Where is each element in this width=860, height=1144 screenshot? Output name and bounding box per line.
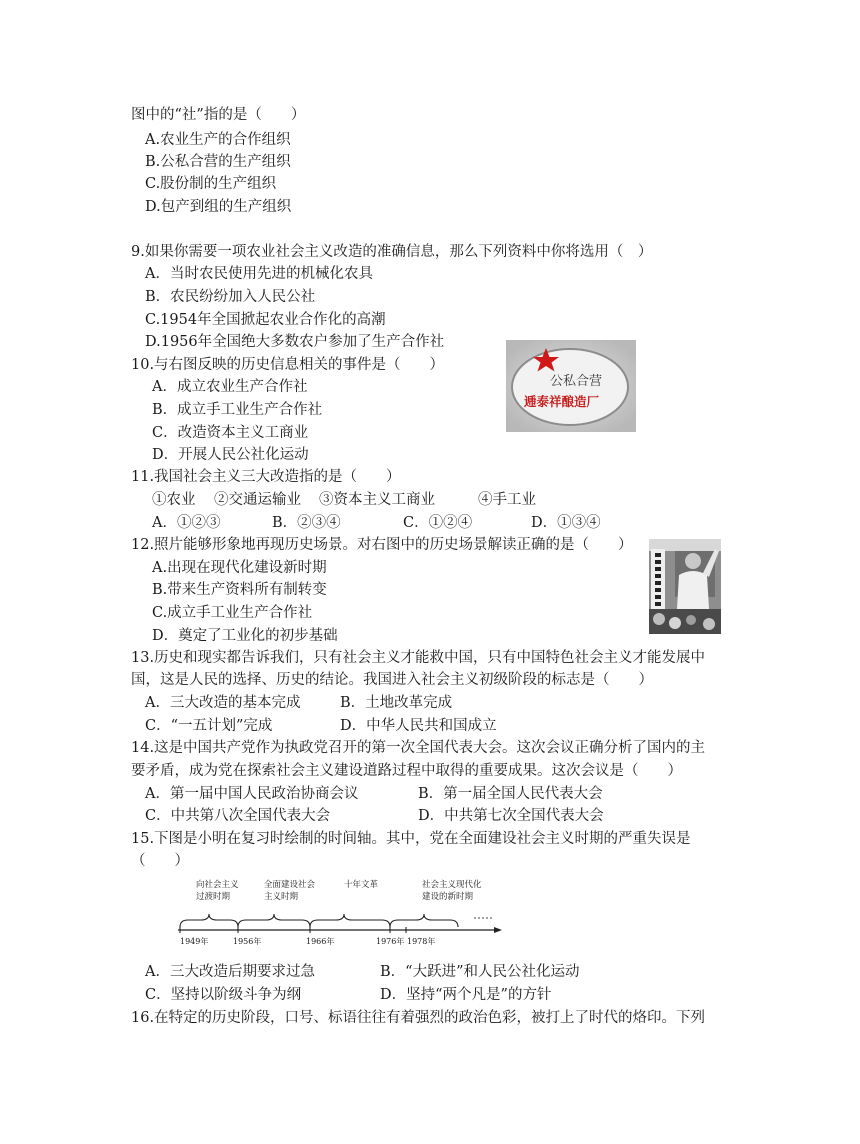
q11-option-d: D．①③④ [531,515,601,531]
q9-option-b: B．农民纷纷加入人民公社 [145,289,316,305]
q11-item-1: ①农业 [152,492,196,508]
q10-option-d: D．开展人民公社化运动 [152,447,309,463]
q12-option-d: D．奠定了工业化的初步基础 [152,628,338,644]
timeline-year-1978: 1978年 [407,937,436,946]
q11-item-2: ②交通运输业 [214,492,301,508]
q10-option-c: C．改造资本主义工商业 [152,425,309,441]
q9-option-d: D.1956年全国绝大多数农户参加了生产合作社 [145,334,445,350]
q14-option-c: C．中共第八次全国代表大会 [145,808,331,824]
q9-option-a: A．当时农民使用先进的机械化农具 [145,266,373,282]
timeline-diagram [176,878,506,950]
badge-text-bottom: 逓泰祥酿造厂 [524,394,600,409]
timeline-arrow-icon [494,927,502,933]
timeline-period-2-line1: 全面建设社会 [264,880,316,890]
q15-option-a: A．三大改造后期要求过急 [145,964,315,980]
enamel-badge-photo [506,340,636,432]
timeline-period-1-line1: 向社会主义 [196,880,239,890]
q15-option-d: D．坚持“两个凡是”的方针 [380,987,552,1003]
timeline-period-3-line1: 十年文革 [344,880,379,890]
timeline-year-1966: 1966年 [306,937,335,946]
badge-text-top: 公私合营 [550,374,603,389]
q9-option-c: C.1954年全国掀起农业合作化的高潮 [145,312,386,328]
q13-stem-line1: 13.历史和现实都告诉我们，只有社会主义才能救中国，只有中国特色社会主义才能发展中 [131,650,706,666]
q8-option-a: A.农业生产的合作组织 [145,132,291,148]
q14-option-b: B．第一届全国人民代表大会 [418,786,603,802]
q12-option-a: A.出现在现代化建设新时期 [152,560,327,576]
q12-option-c: C.成立手工业生产合作社 [152,605,313,621]
q11-option-c: C．①②④ [403,515,473,531]
q14-stem-line2: 要矛盾，成为党在探索社会主义建设道路过程中取得的重要成果。这次会议是（ ） [131,763,682,779]
q11-stem: 11.我国社会主义三大改造指的是（ ） [131,469,401,485]
q15-stem-line2: （ ） [131,853,189,869]
q11-item-4: ④手工业 [478,492,536,508]
q13-option-d: D．中华人民共和国成立 [340,718,497,734]
q14-option-d: D．中共第七次全国代表大会 [418,808,604,824]
timeline-period-2-line2: 主义时期 [264,892,299,902]
timeline-year-1949: 1949年 [180,937,209,946]
q10-stem: 10.与右图反映的历史信息相关的事件是（ ） [131,357,445,373]
q8-option-b: B.公私合营的生产组织 [145,154,291,170]
q12-option-b: B.带来生产资料所有制转变 [152,582,327,598]
q9-stem: 9.如果你需要一项农业社会主义改造的准确信息，那么下列资料中你将选用（ ） [131,244,653,260]
q11-option-b: B．②③④ [272,515,341,531]
q15-stem-line1: 15.下图是小明在复习时绘制的时间轴。其中，党在全面建设社会主义时期的严重失误是 [131,831,691,847]
timeline-period-4-line2: 建设的新时期 [422,892,474,902]
timeline-period-4-line1: 社会主义现代化 [422,880,482,890]
q14-stem-line1: 14.这是中国共产党作为执政党召开的第一次全国代表大会。这次会议正确分析了国内的主 [131,740,706,756]
q12-stem: 12.照片能够形象地再现历史场景。对右图中的历史场景解读正确的是（ ） [131,537,633,553]
q16-stem: 16.在特定的历史阶段，口号、标语往往有着强烈的政治色彩，被打上了时代的烙印。下列 [131,1010,706,1026]
q11-option-a: A．①②③ [152,515,221,531]
q8-option-d: D.包产到组的生产组织 [145,199,292,215]
q13-option-c: C．“一五计划”完成 [145,718,273,734]
q15-option-c: C．坚持以阶级斗争为纲 [145,987,302,1003]
q15-option-b: B．“大跃进”和人民公社化运动 [380,964,580,980]
q11-item-3: ③资本主义工商业 [319,492,435,508]
q10-option-b: B．成立手工业生产合作社 [152,402,323,418]
timeline-year-1956: 1956年 [233,937,262,946]
q13-stem-line2: 国，这是人民的选择、历史的结论。我国进入社会主义初级阶段的标志是（ ） [131,672,653,688]
q14-option-a: A．第一届中国人民政治协商会议 [145,786,359,802]
q10-option-a: A．成立农业生产合作社 [152,379,308,395]
historical-photo [649,539,721,634]
timeline-year-1976: 1976年 [376,937,405,946]
q13-option-a: A．三大改造的基本完成 [145,695,301,711]
timeline-period-1-line2: 过渡时期 [196,892,231,902]
q8-stem: 图中的“社”指的是（ ） [131,107,306,123]
q8-option-c: C.股份制的生产组织 [145,176,277,192]
q13-option-b: B．土地改革完成 [340,695,453,711]
